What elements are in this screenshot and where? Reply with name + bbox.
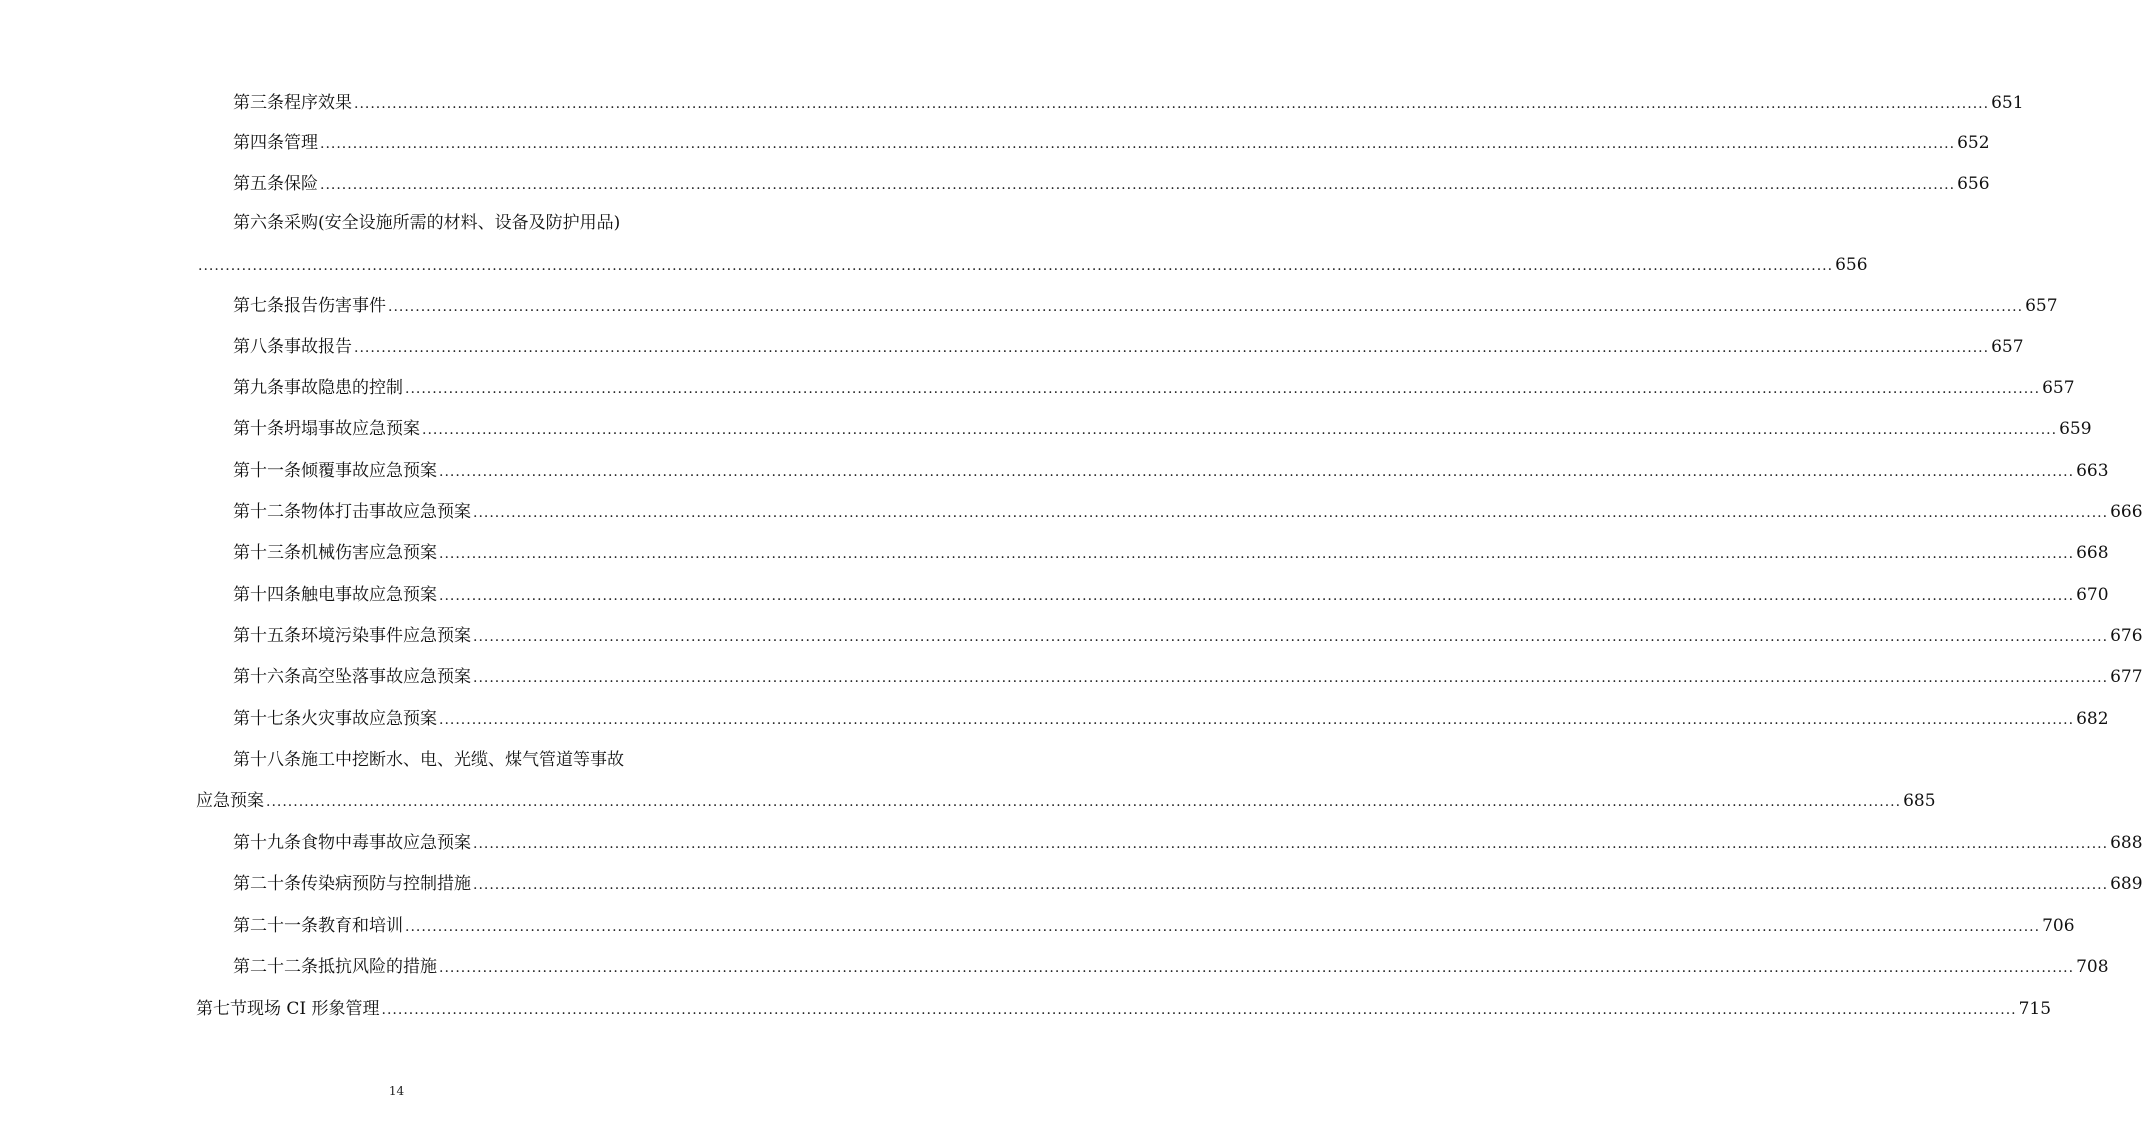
toc-entry[interactable] bbox=[196, 250, 1868, 280]
toc-entry-page: 659 bbox=[2059, 419, 2092, 439]
toc-entry-page: 668 bbox=[2076, 543, 2109, 563]
toc-leader-dots: ............................................................................................................................................................................................................................................................................................................ bbox=[354, 96, 1990, 112]
toc-entry-title: 第十九条食物中毒事故应急预案 bbox=[233, 833, 471, 853]
toc-entry[interactable] bbox=[233, 745, 669, 775]
toc-leader-dots: ............................................................................................................................................................................................................................................................................................................ bbox=[439, 546, 2075, 562]
toc-entry[interactable] bbox=[233, 662, 2143, 692]
toc-entry-title: 第十八条施工中挖断水、电、光缆、煤气管道等事故 bbox=[233, 750, 624, 770]
toc-entry-title: 第四条管理 bbox=[233, 133, 318, 153]
toc-entry[interactable] bbox=[233, 538, 2109, 568]
toc-entry[interactable] bbox=[196, 786, 1936, 816]
toc-entry-title: 第七条报告伤害事件 bbox=[233, 296, 386, 316]
toc-leader-dots: ............................................................................................................................................................................................................................................................................................................ bbox=[473, 670, 2109, 686]
toc-entry-title: 应急预案 bbox=[196, 791, 264, 811]
toc-entry-page: 706 bbox=[2042, 916, 2075, 936]
toc-leader-dots: ............................................................................................................................................................................................................................................................................................................ bbox=[439, 712, 2075, 728]
toc-entry-title: 第七节现场 CI 形象管理 bbox=[196, 999, 380, 1019]
toc-entry-page: 656 bbox=[1957, 174, 1990, 194]
toc-entry-title: 第二十二条抵抗风险的措施 bbox=[233, 957, 437, 977]
toc-entry[interactable] bbox=[233, 869, 2143, 899]
toc-entry-title: 第十五条环境污染事件应急预案 bbox=[233, 626, 471, 646]
toc-leader-dots: ............................................................................................................................................................................................................................................................................................................ bbox=[198, 258, 1834, 274]
toc-entry[interactable] bbox=[233, 952, 2109, 982]
toc-leader-dots: ............................................................................................................................................................................................................................................................................................................ bbox=[473, 836, 2109, 852]
toc-entry[interactable] bbox=[233, 828, 2143, 858]
toc-entry-title: 第十四条触电事故应急预案 bbox=[233, 585, 437, 605]
toc-entry[interactable] bbox=[233, 128, 1990, 158]
toc-entry[interactable] bbox=[196, 994, 2052, 1024]
toc-entry-page: 657 bbox=[2042, 378, 2075, 398]
toc-entry-title: 第十条坍塌事故应急预案 bbox=[233, 419, 420, 439]
toc-leader-dots: ............................................................................................................................................................................................................................................................................................................ bbox=[266, 794, 1902, 810]
toc-entry-title: 第十三条机械伤害应急预案 bbox=[233, 543, 437, 563]
toc-entry-title: 第六条采购(安全设施所需的材料、设备及防护用品) bbox=[233, 213, 621, 233]
toc-entry-page: 657 bbox=[1991, 337, 2024, 357]
toc-leader-dots: ............................................................................................................................................................................................................................................................................................................ bbox=[473, 629, 2109, 645]
toc-leader-dots: ............................................................................................................................................................................................................................................................................................................ bbox=[320, 177, 1956, 193]
toc-entry-page: 689 bbox=[2110, 874, 2143, 894]
toc-entry-page: 682 bbox=[2076, 709, 2109, 729]
toc-leader-dots: ............................................................................................................................................................................................................................................................................................................ bbox=[381, 1002, 2017, 1018]
toc-entry[interactable] bbox=[233, 373, 2075, 403]
toc-entry-title: 第二十一条教育和培训 bbox=[233, 916, 403, 936]
toc-leader-dots: ............................................................................................................................................................................................................................................................................................................ bbox=[473, 505, 2109, 521]
toc-entry-page: 666 bbox=[2110, 502, 2143, 522]
toc-entry-title: 第二十条传染病预防与控制措施 bbox=[233, 874, 471, 894]
toc-entry-page: 677 bbox=[2110, 667, 2143, 687]
toc-entry-page: 657 bbox=[2025, 296, 2058, 316]
toc-entry-page: 651 bbox=[1991, 93, 2024, 113]
toc-leader-dots: ............................................................................................................................................................................................................................................................................................................ bbox=[439, 588, 2075, 604]
toc-entry[interactable] bbox=[233, 169, 1990, 199]
toc-entry-title: 第十七条火灾事故应急预案 bbox=[233, 709, 437, 729]
toc-leader-dots: ............................................................................................................................................................................................................................................................................................................ bbox=[439, 960, 2075, 976]
toc-entry-page: 708 bbox=[2076, 957, 2109, 977]
toc-leader-dots: ............................................................................................................................................................................................................................................................................................................ bbox=[422, 422, 2058, 438]
toc-entry-title: 第十六条高空坠落事故应急预案 bbox=[233, 667, 471, 687]
toc-entry[interactable] bbox=[233, 291, 2058, 321]
toc-entry-title: 第五条保险 bbox=[233, 174, 318, 194]
toc-leader-dots: ............................................................................................................................................................................................................................................................................................................ bbox=[388, 299, 2024, 315]
toc-entry-page: 663 bbox=[2076, 461, 2109, 481]
toc-leader-dots: ............................................................................................................................................................................................................................................................................................................ bbox=[439, 464, 2075, 480]
toc-leader-dots: ............................................................................................................................................................................................................................................................................................................ bbox=[473, 877, 2109, 893]
toc-entry-title: 第八条事故报告 bbox=[233, 337, 352, 357]
toc-entry-title: 第九条事故隐患的控制 bbox=[233, 378, 403, 398]
toc-entry-page: 670 bbox=[2076, 585, 2109, 605]
toc-entry-title: 第十二条物体打击事故应急预案 bbox=[233, 502, 471, 522]
toc-leader-dots: ............................................................................................................................................................................................................................................................................................................ bbox=[405, 381, 2041, 397]
toc-entry[interactable] bbox=[233, 497, 2143, 527]
toc-entry[interactable] bbox=[233, 456, 2109, 486]
toc-entry-page: 656 bbox=[1835, 255, 1868, 275]
toc-entry[interactable] bbox=[233, 332, 2024, 362]
toc-entry[interactable] bbox=[233, 911, 2075, 941]
toc-entry-page: 652 bbox=[1957, 133, 1990, 153]
toc-entry[interactable] bbox=[233, 208, 669, 238]
toc-leader-dots: ............................................................................................................................................................................................................................................................................................................ bbox=[320, 136, 1956, 152]
toc-entry[interactable] bbox=[233, 414, 2092, 444]
toc-entry[interactable] bbox=[233, 88, 2024, 118]
toc-entry[interactable] bbox=[233, 580, 2109, 610]
toc-entry-title: 第三条程序效果 bbox=[233, 93, 352, 113]
toc-entry[interactable] bbox=[233, 621, 2143, 651]
toc-entry-title: 第十一条倾覆事故应急预案 bbox=[233, 461, 437, 481]
toc-leader-dots: ............................................................................................................................................................................................................................................................................................................ bbox=[405, 919, 2041, 935]
toc-entry-page: 688 bbox=[2110, 833, 2143, 853]
toc-entry-page: 685 bbox=[1903, 791, 1936, 811]
toc-entry-page: 676 bbox=[2110, 626, 2143, 646]
page-number: 14 bbox=[388, 1084, 405, 1098]
toc-entry-page: 715 bbox=[2018, 999, 2052, 1019]
toc-leader-dots: ............................................................................................................................................................................................................................................................................................................ bbox=[354, 340, 1990, 356]
toc-entry[interactable] bbox=[233, 704, 2109, 734]
